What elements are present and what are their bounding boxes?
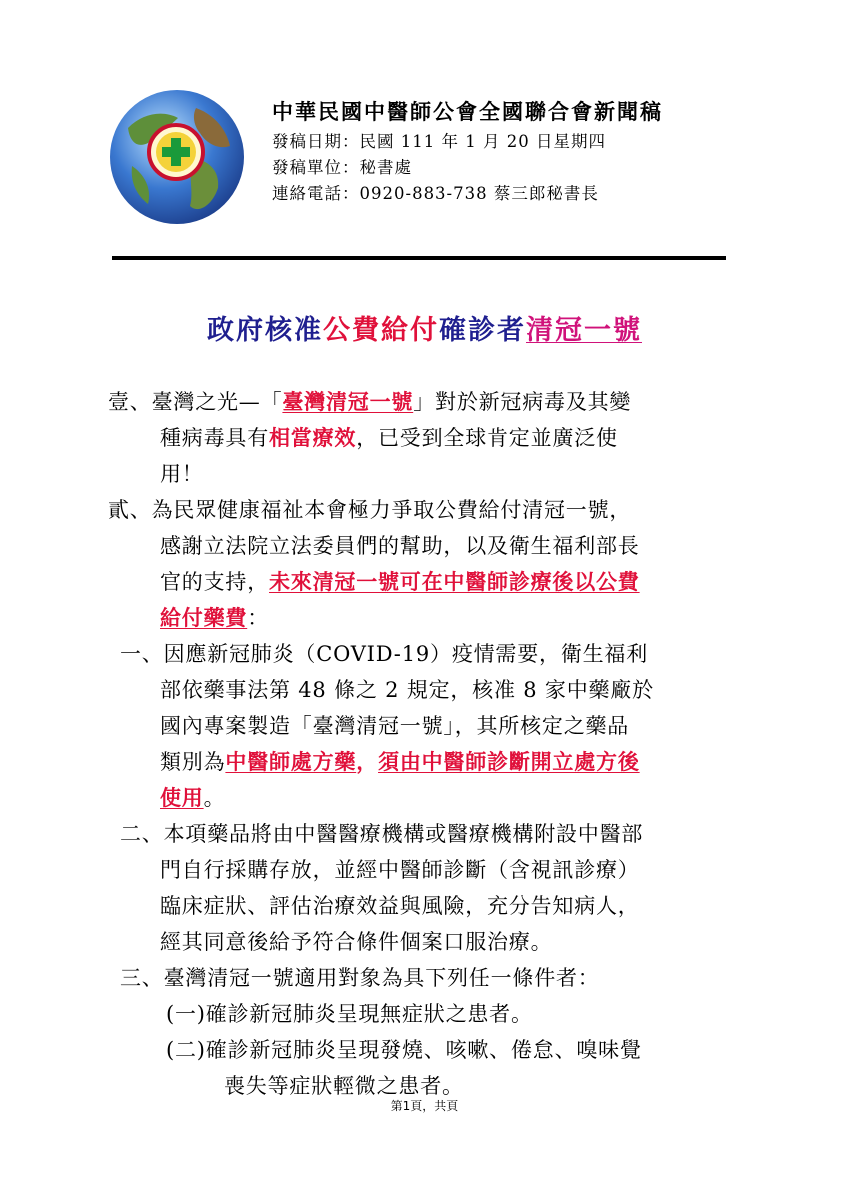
item-1-line-4 [160,746,640,776]
headline [0,308,849,347]
highlight: 臺灣清冠一號 [282,389,414,414]
item-3-sub-2-line-2: 喪失等症狀輕微之患者。 [224,1074,464,1098]
section-1-line-1 [108,386,631,416]
section-1-line-2 [160,422,618,452]
item-1-line-2: 部依藥事法第 48 條之 2 規定，核准 8 家中藥廠於 [160,678,654,702]
text: ，已受到全球肯定並廣泛使 [356,426,618,450]
section-2-line-4 [160,602,269,632]
item-3-line-1: 三、臺灣清冠一號適用對象為具下列任一條件者： [120,966,600,990]
text: ， [356,749,379,774]
highlight: 須由中醫師診斷開立處方後 [378,749,640,774]
item-2-line-1: 二、本項藥品將由中醫醫療機構或醫療機構附設中醫部 [120,822,644,846]
item-1-line-1: 一、因應新冠肺炎（COVID-19）疫情需要，衛生福利 [120,642,649,666]
headline-part-1: 政府核准 [207,315,323,346]
contact-phone: 連絡電話：0920-883-738 蔡三郎秘書長 [272,184,599,203]
organization-name: 中華民國中醫師公會全國聯合會新聞稿 [272,99,663,124]
text: 」對於新冠病毒及其變 [413,390,632,414]
highlight: 使用 [160,785,204,810]
item-3-sub-1: (一)確診新冠肺炎呈現無症狀之患者。 [166,1002,533,1026]
association-globe-logo [108,88,246,226]
section-2-line-1: 貳、為民眾健康福祉本會極力爭取公費給付清冠一號， [108,498,632,522]
section-2-line-2: 感謝立法院立法委員們的幫助，以及衛生福利部長 [160,534,640,558]
item-1-line-3: 國內專案製造「臺灣清冠一號」，其所核定之藥品 [160,714,630,738]
item-2-line-4: 經其同意後給予符合條件個案口服治療。 [160,930,553,954]
text: ： [247,606,270,630]
release-date: 發稿日期：民國 111 年 1 月 20 日星期四 [272,132,606,151]
text: 類別為 [160,750,226,774]
section-2-line-3 [160,566,640,596]
page-number: 第1頁，共頁 [390,1099,459,1113]
item-2-line-3: 臨床症狀、評估治療效益與風險，充分告知病人， [160,894,640,918]
text: 壹、臺灣之光—「 [108,390,283,414]
headline-part-4: 清冠一號 [526,315,642,346]
text: 官的支持， [160,570,269,594]
item-3-sub-2-line-1: (二)確診新冠肺炎呈現發燒、咳嗽、倦怠、嗅味覺 [166,1038,642,1062]
header-divider [112,256,726,260]
highlight: 相當療效 [269,425,357,450]
item-1-line-5 [160,782,225,812]
text: 種病毒具有 [160,426,269,450]
highlight: 給付藥費 [160,605,248,630]
item-2-line-2: 門自行採購存放，並經中醫師診斷（含視訊診療） [160,858,640,882]
text: 。 [203,786,226,810]
headline-part-2: 公費給付 [323,315,439,346]
headline-part-3: 確診者 [439,315,526,346]
release-unit: 發稿單位：秘書處 [272,158,412,177]
highlight: 未來清冠一號可在中醫師診療後以公費 [269,569,640,594]
highlight: 中醫師處方藥 [225,749,357,774]
section-1-line-3: 用！ [160,462,204,486]
